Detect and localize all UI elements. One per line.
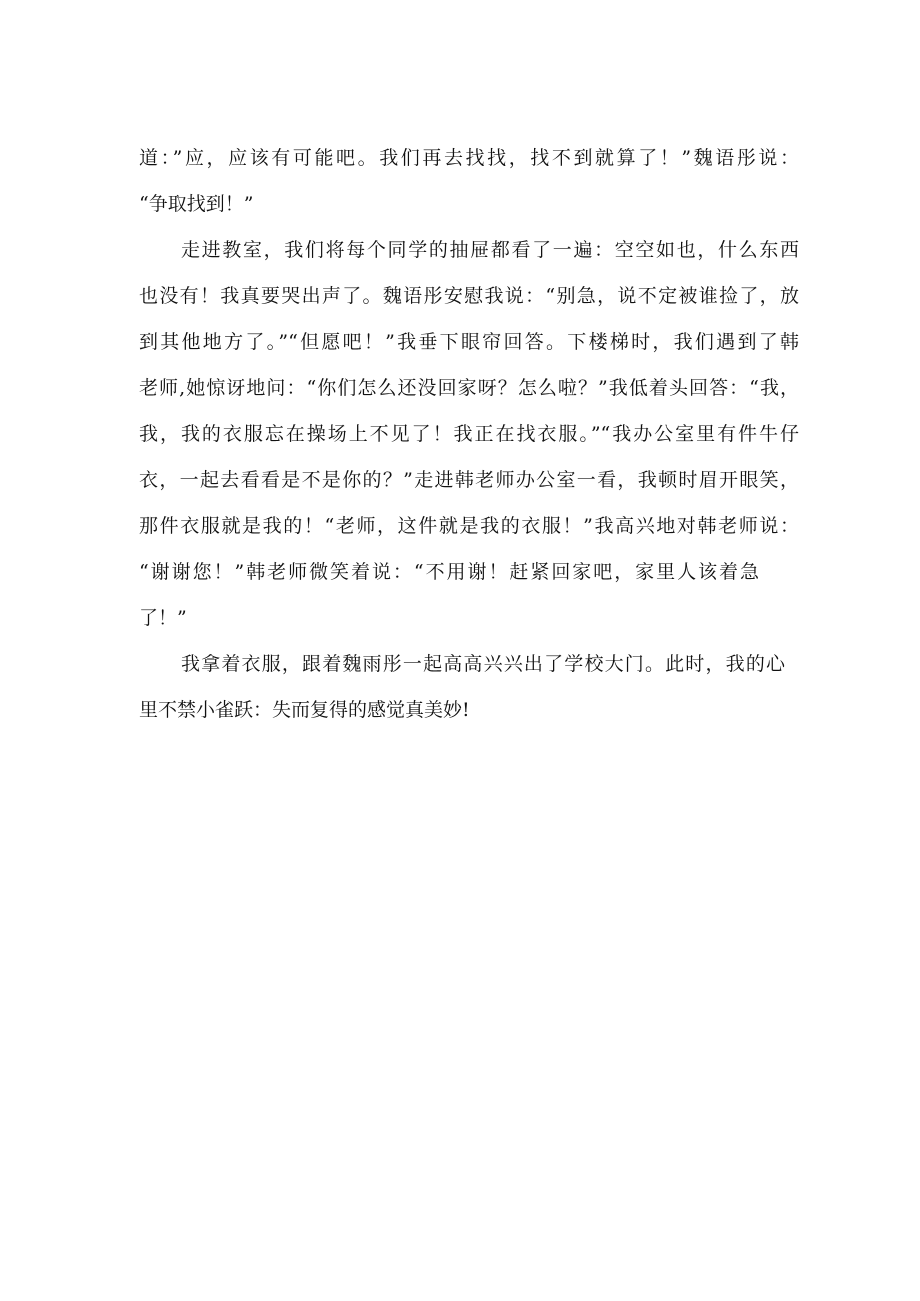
paragraph-start-line: 我拿着衣服，跟着魏雨彤一起高高兴兴出了学校大门。此时，我的心 <box>181 653 785 675</box>
text-line: 里不禁小雀跃：失而复得的感觉真美妙! <box>139 699 470 721</box>
text-line: 道：”应，应该有可能吧。我们再去找找，找不到就算了！”魏语彤说： <box>139 147 799 169</box>
text-line: 衣，一起去看看是不是你的？”走进韩老师办公室一看，我顿时眉开眼笑， <box>139 469 799 491</box>
text-line: 也没有！我真要哭出声了。魏语彤安慰我说：“别急，说不定被谁捡了，放 <box>139 285 799 307</box>
text-line: 老师,她惊讶地问：“你们怎么还没回家呀？怎么啦？”我低着头回答：“我， <box>139 377 799 399</box>
text-line: “谢谢您！”韩老师微笑着说：“不用谢！赶紧回家吧，家里人该着急 <box>139 561 759 583</box>
text-line: 了！” <box>139 607 187 629</box>
text-line: 那件衣服就是我的！“老师，这件就是我的衣服！”我高兴地对韩老师说： <box>139 515 799 537</box>
text-line: 我，我的衣服忘在操场上不见了！我正在找衣服。”“我办公室里有件牛仔 <box>139 423 799 445</box>
paragraph-start-line: 走进教室，我们将每个同学的抽屉都看了一遍：空空如也，什么东西 <box>181 239 799 261</box>
story-text <box>139 140 799 738</box>
text-line: “争取找到！” <box>139 193 254 215</box>
text-line: 到其他地方了。”“但愿吧！”我垂下眼帘回答。下楼梯时，我们遇到了韩 <box>139 331 799 353</box>
